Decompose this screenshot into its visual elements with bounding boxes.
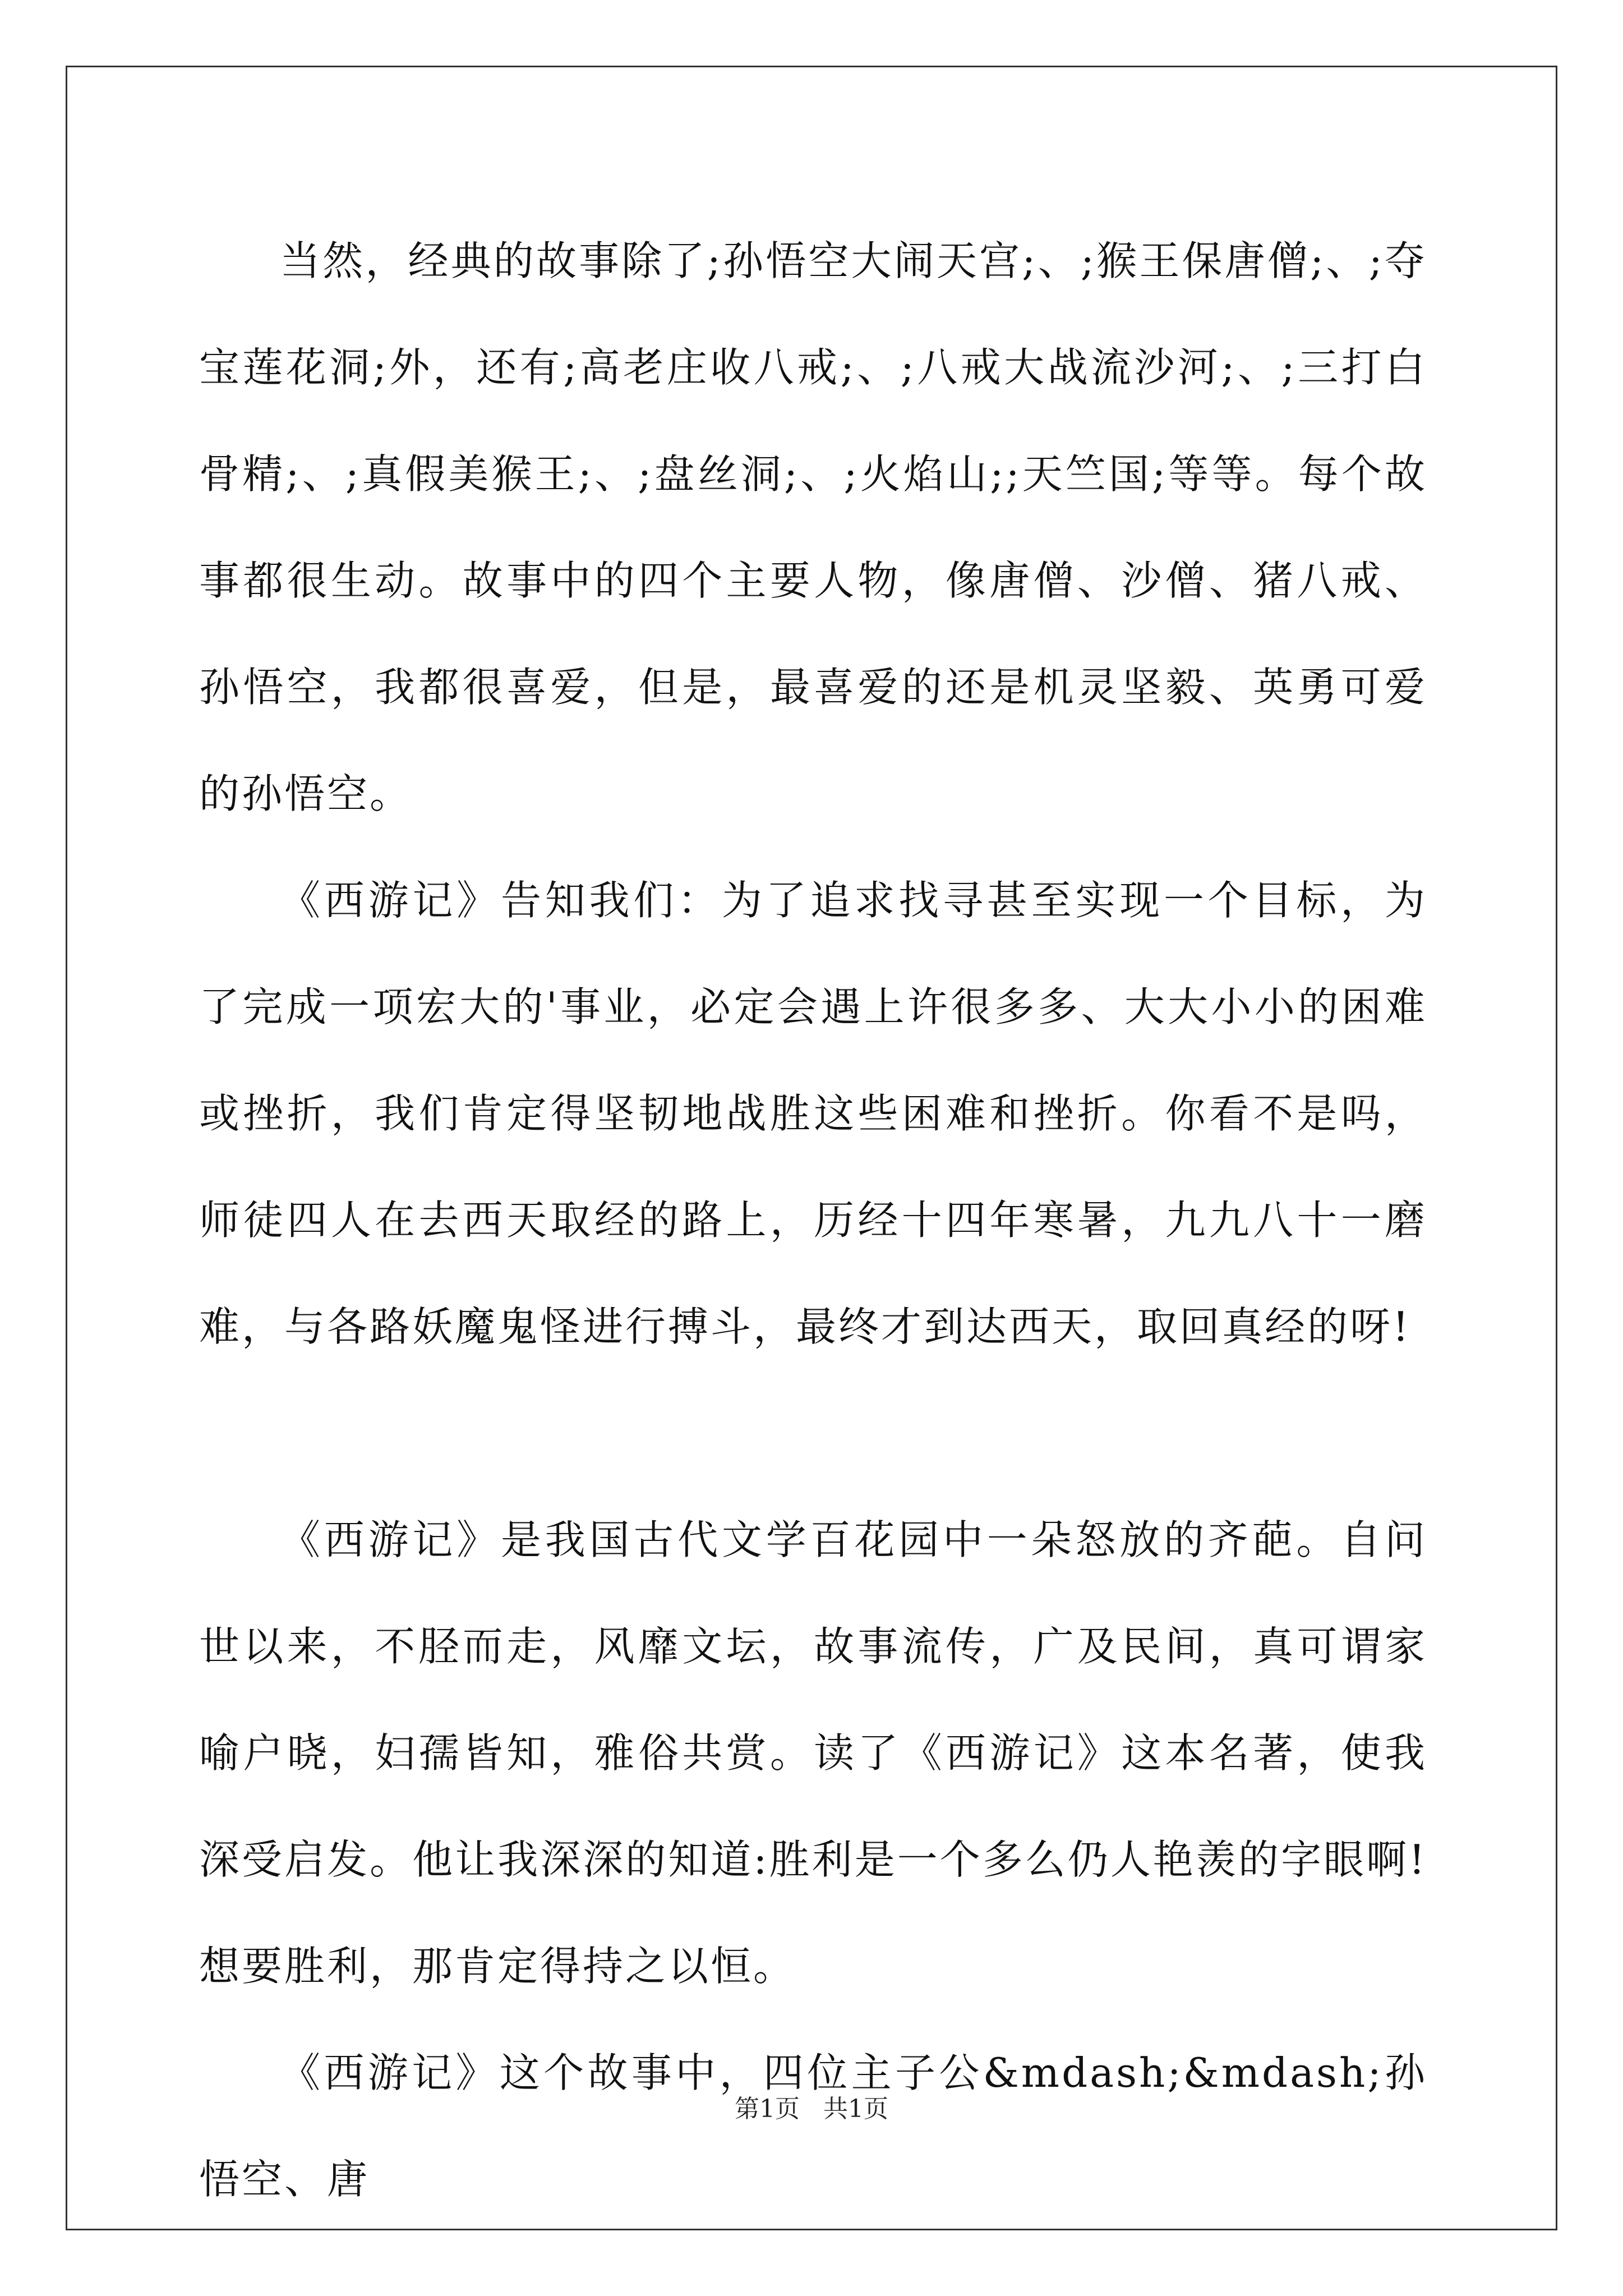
- page-number-label: 第1页 共1页: [735, 2095, 888, 2123]
- document-body: [199, 208, 1427, 2233]
- paragraph: 当然，经典的故事除了;孙悟空大闹天宫;、;猴王保唐僧;、;夺宝莲花洞;外，还有;高老庄收八戒;、;八戒大战流沙河;、;三打白骨精;、;真假美猴王;、;盘丝洞;、;火焰山;;天竺国;等等。每个故事都很生动。故事中的四个主要人物，像唐僧、沙僧、猪八戒、孙悟空，我都很喜爱，但是，最喜爱的还是机灵坚毅、英勇可爱的孙悟空。: [199, 237, 1427, 817]
- page-footer: [0, 2092, 1623, 2126]
- paragraph: 《西游记》这个故事中，四位主子公&mdash;&mdash;孙悟空、唐: [199, 2049, 1427, 2203]
- paragraph-gap: [199, 1380, 1427, 1487]
- paragraph: 《西游记》告知我们：为了追求找寻甚至实现一个目标，为了完成一项宏大的'事业，必定会遇上许很多多、大大小小的困难或挫折，我们肯定得坚韧地战胜这些困难和挫折。你看不是吗，师徒四人在去西天取经的路上，历经十四年寒暑，九九八十一磨难，与各路妖魔鬼怪进行搏斗，最终才到达西天，取回真经的呀!: [199, 877, 1427, 1350]
- paragraph: 《西游记》是我国古代文学百花园中一朵怒放的齐葩。自问世以来，不胫而走，风靡文坛，故事流传，广及民间，真可谓家喻户晓，妇孺皆知，雅俗共赏。读了《西游记》这本名著，使我深受启发。他让我深深的知道:胜利是一个多么仍人艳羡的字眼啊!想要胜利，那肯定得持之以恒。: [199, 1516, 1427, 1990]
